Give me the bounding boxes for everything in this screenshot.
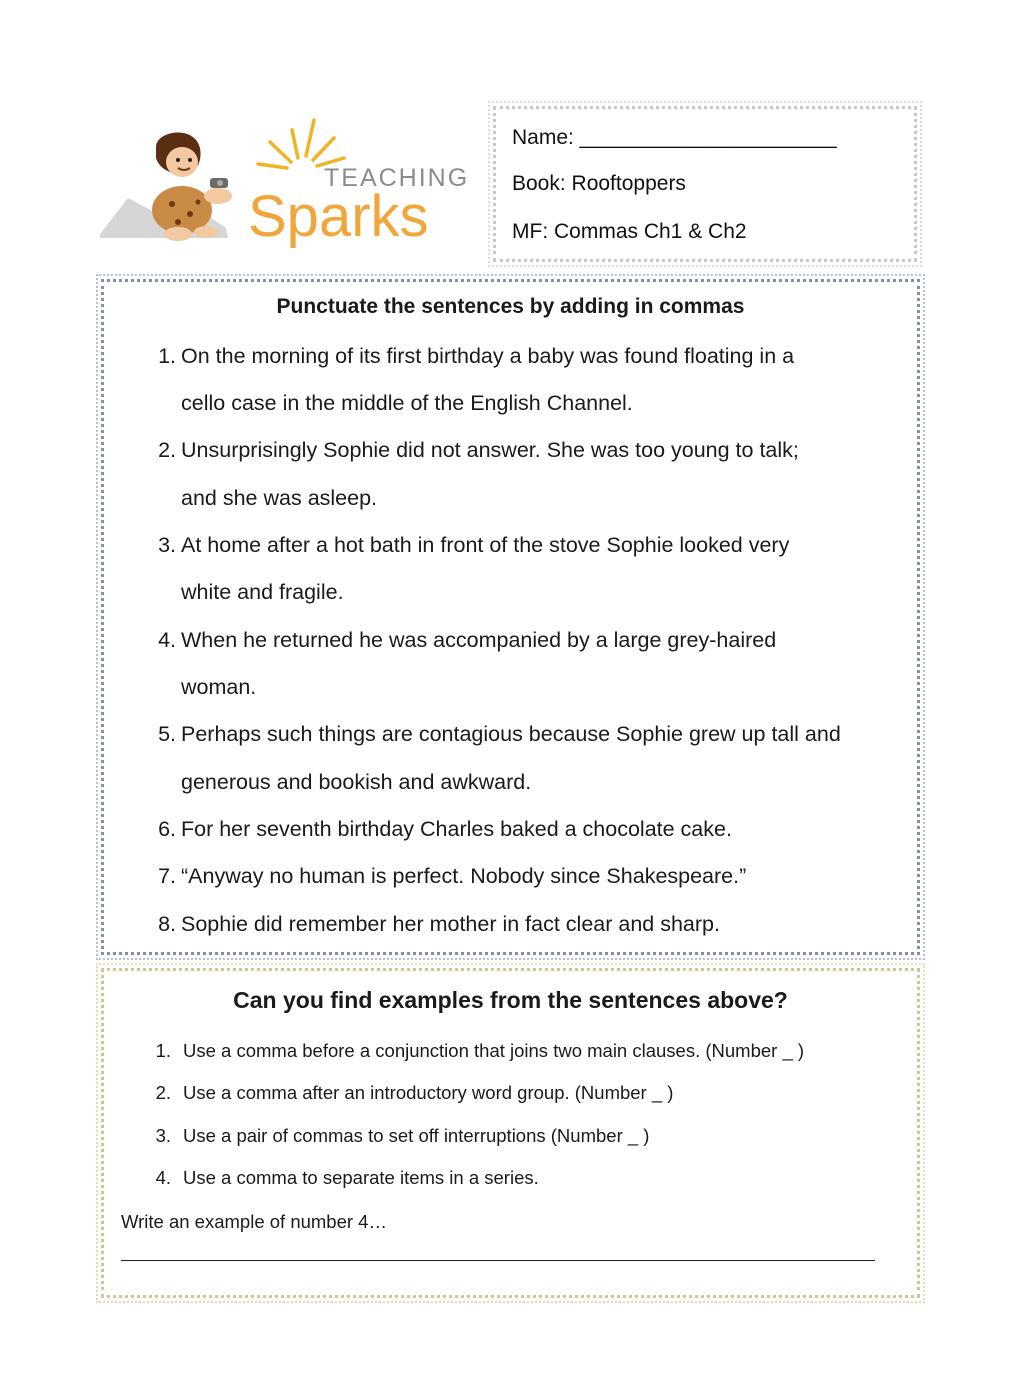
- sentence-text: generous and bookish and awkward.: [181, 770, 532, 794]
- sentence-text: On the morning of its first birthday a baby was found floating in a: [181, 344, 795, 368]
- sentence-text: and she was asleep.: [181, 486, 378, 510]
- task-number: 2.: [155, 1082, 171, 1103]
- task-text: Use a comma before a conjunction that joins two main clauses. (Number _ ): [183, 1040, 805, 1061]
- sentence-number: 1.: [158, 344, 176, 368]
- answer-line[interactable]: [121, 1260, 875, 1261]
- task-text: Use a pair of commas to set off interruptions (Number _ ): [183, 1125, 650, 1146]
- sentence-number: 4.: [158, 628, 176, 652]
- sentence-text: white and fragile.: [181, 580, 344, 604]
- sentence-number: 6.: [158, 817, 176, 841]
- spark-rays-icon: [258, 120, 344, 168]
- sentence-number: 8.: [158, 912, 176, 936]
- brand-top-text: TEACHING: [324, 164, 470, 192]
- sentence-text: At home after a hot bath in front of the stove Sophie looked very: [181, 533, 790, 557]
- task-number: 4.: [155, 1167, 171, 1188]
- sentence-text: When he returned he was accompanied by a large grey-haired: [181, 628, 777, 652]
- section1-heading: Punctuate the sentences by adding in commas: [276, 295, 745, 318]
- section2-heading: Can you find examples from the sentences above?: [233, 987, 788, 1013]
- brand-bottom-text: Sparks: [248, 184, 429, 249]
- sentence-number: 3.: [158, 533, 176, 557]
- examples-section: [101, 968, 920, 1298]
- task-number: 1.: [155, 1040, 171, 1061]
- sentence-text: Perhaps such things are contagious because Sophie grew up tall and: [181, 722, 841, 746]
- student-info-box: [493, 106, 917, 262]
- mf-label: MF: Commas Ch1 & Ch2: [512, 220, 747, 243]
- sentence-number: 7.: [158, 864, 176, 888]
- sentence-number: 5.: [158, 722, 176, 746]
- logo-graphic: [98, 110, 478, 250]
- punctuation-section: [101, 279, 920, 955]
- book-label: Book: Rooftoppers: [512, 172, 686, 195]
- sentence-text: cello case in the middle of the English Channel.: [181, 391, 633, 415]
- sentence-text: “Anyway no human is perfect. Nobody since Shakespeare.”: [181, 864, 747, 888]
- task-text: Use a comma to separate items in a series.: [183, 1167, 539, 1188]
- sentence-number: 2.: [158, 438, 176, 462]
- task-text: Use a comma after an introductory word group. (Number _ ): [183, 1082, 674, 1103]
- sentence-text: Sophie did remember her mother in fact clear and sharp.: [181, 912, 720, 936]
- task-number: 3.: [155, 1125, 171, 1146]
- name-field[interactable]: Name: ______________________: [512, 126, 837, 149]
- teaching-sparks-logo: [98, 110, 478, 250]
- write-example-prompt: Write an example of number 4…: [121, 1211, 387, 1232]
- sentence-text: Unsurprisingly Sophie did not answer. She was too young to talk;: [181, 438, 799, 462]
- sentence-text: woman.: [181, 675, 257, 699]
- sentence-text: For her seventh birthday Charles baked a chocolate cake.: [181, 817, 732, 841]
